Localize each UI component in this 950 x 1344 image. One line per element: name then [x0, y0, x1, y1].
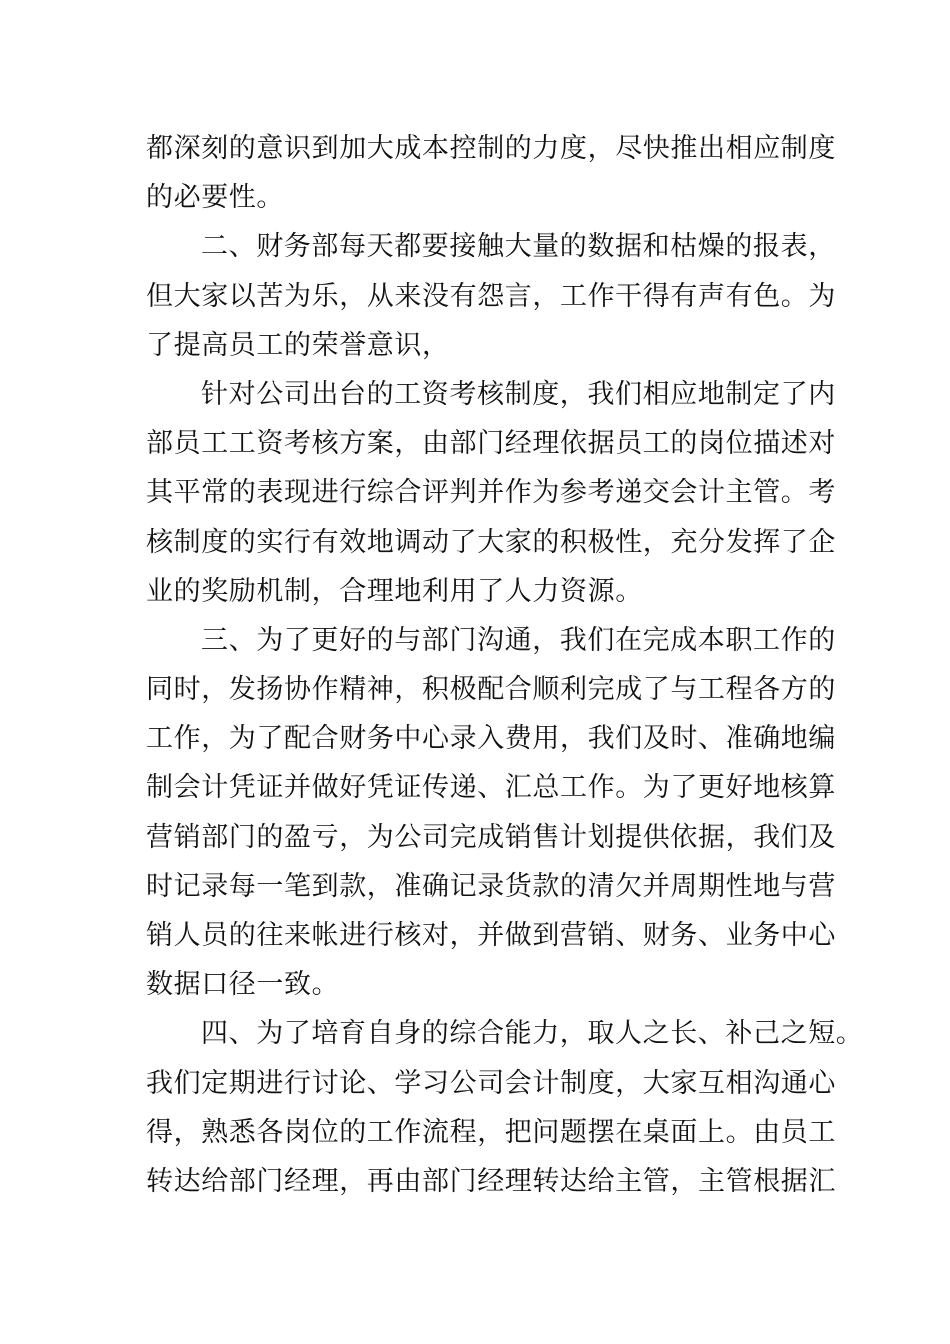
text-line: 销人员的往来帐进行核对，并做到营销、财务、业务中心	[146, 920, 836, 951]
text-line: 部员工工资考核方案，由部门经理依据员工的岗位描述对	[146, 428, 836, 460]
text-line: 其平常的表现进行综合评判并作为参考递交会计主管。考	[146, 477, 836, 509]
text-line: 核制度的实行有效地调动了大家的积极性，充分发挥了企	[146, 526, 836, 558]
text-line: 得，熟悉各岗位的工作流程，把问题摆在桌面上。由员工	[146, 1116, 836, 1148]
text-line: 我们定期进行讨论、学习公司会计制度，大家互相沟通心	[146, 1067, 836, 1099]
text-line: 转达给部门经理，再由部门经理转达给主管，主管根据汇	[146, 1165, 836, 1197]
text-line: 了提高员工的荣誉意识，	[146, 329, 450, 361]
paragraph-start-line: 四、为了培育自身的综合能力，取人之长、补己之短。	[201, 1018, 864, 1050]
text-line: 业的奖励机制，合理地利用了人力资源。	[146, 575, 643, 607]
text-line: 营销部门的盈亏，为公司完成销售计划提供依据，我们及	[146, 821, 836, 853]
paragraph-start-line: 三、为了更好的与部门沟通，我们在完成本职工作的	[201, 624, 836, 656]
text-line: 工作，为了配合财务中心录入费用，我们及时、准确地编	[146, 723, 836, 755]
text-line: 数据口径一致。	[146, 969, 340, 1001]
document-body	[146, 124, 864, 1206]
text-line: 时记录每一笔到款，准确记录货款的清欠并周期性地与营	[146, 870, 836, 902]
paragraph-start-line: 二、财务部每天都要接触大量的数据和枯燥的报表，	[201, 231, 836, 263]
text-line: 都深刻的意识到加大成本控制的力度，尽快推出相应制度	[146, 133, 836, 164]
text-line: 但大家以苦为乐，从来没有怨言，工作干得有声有色。为	[146, 280, 836, 312]
text-line: 同时，发扬协作精神，积极配合顺利完成了与工程各方的	[146, 674, 836, 706]
paragraph-start-line: 针对公司出台的工资考核制度，我们相应地制定了内	[201, 378, 836, 410]
text-line: 制会计凭证并做好凭证传递、汇总工作。为了更好地核算	[146, 772, 836, 804]
text-line: 的必要性。	[146, 182, 284, 214]
